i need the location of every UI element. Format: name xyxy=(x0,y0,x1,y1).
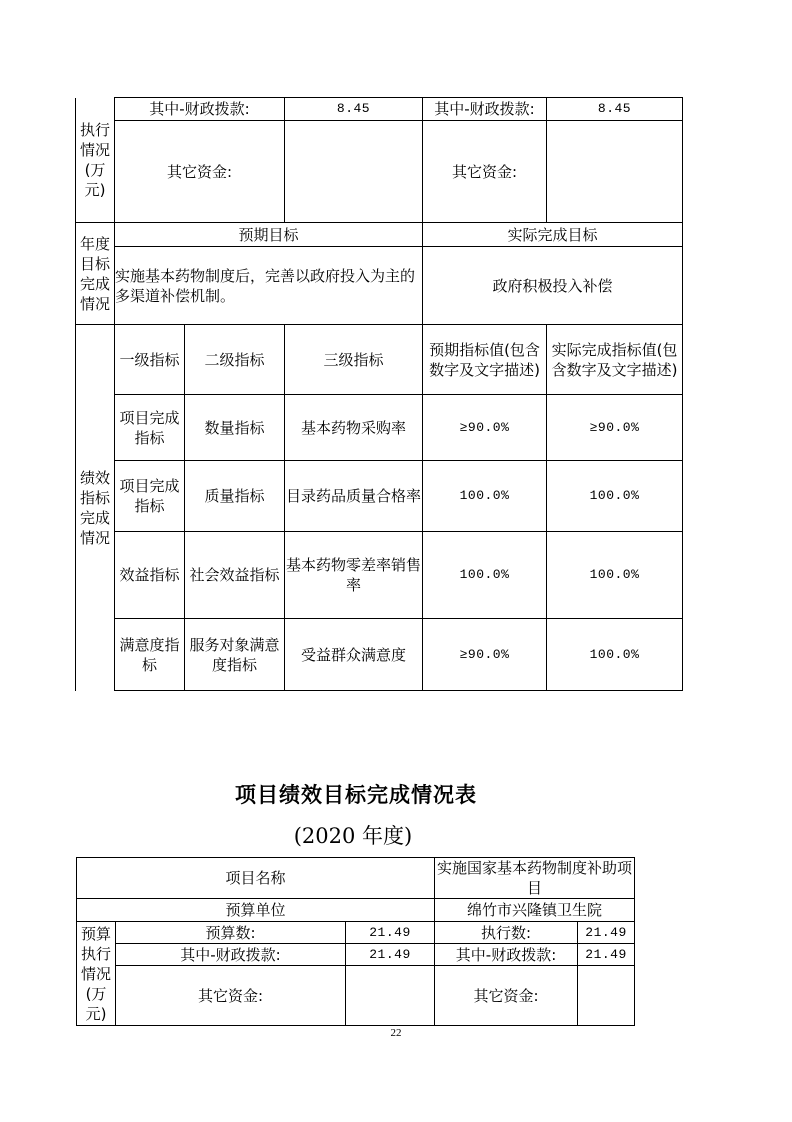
performance-label: 绩效指标完成情况 xyxy=(76,325,115,691)
other-funds-value-a-bottom xyxy=(346,966,435,1026)
row1-expected: ≥90.0% xyxy=(423,395,547,461)
row4-level3: 受益群众满意度 xyxy=(285,619,423,691)
row2-actual: 100.0% xyxy=(547,461,683,532)
page-subtitle: (2020 年度) xyxy=(293,824,413,848)
fiscal-value-b: 8.45 xyxy=(547,98,683,121)
bottom-budget-table xyxy=(76,857,635,1026)
table-row xyxy=(76,619,683,691)
fiscal-value-b-bottom: 21.49 xyxy=(578,944,635,966)
row1-level3: 基本药物采购率 xyxy=(285,395,423,461)
other-funds-value-b-bottom xyxy=(578,966,635,1026)
header-level3: 三级指标 xyxy=(285,325,423,395)
row3-expected: 100.0% xyxy=(423,532,547,619)
header-actual-value: 实际完成指标值(包含数字及文字描述) xyxy=(547,325,683,395)
header-level2: 二级指标 xyxy=(185,325,285,395)
executed-value: 21.49 xyxy=(578,922,635,944)
expected-goal-header: 预期目标 xyxy=(115,223,423,247)
fiscal-label-b-bottom: 其中-财政拨款: xyxy=(435,944,578,966)
fiscal-label-b: 其中-财政拨款: xyxy=(423,98,547,121)
project-name-label: 项目名称 xyxy=(77,858,435,899)
row4-level1: 满意度指标 xyxy=(115,619,185,691)
actual-goal-header: 实际完成目标 xyxy=(423,223,683,247)
annual-goal-label: 年度目标完成情况 xyxy=(76,223,115,325)
row4-actual: 100.0% xyxy=(547,619,683,691)
header-level1: 一级指标 xyxy=(115,325,185,395)
actual-goal-text: 政府积极投入补偿 xyxy=(423,247,683,325)
other-funds-label-b: 其它资金: xyxy=(423,121,547,223)
budget-value: 21.49 xyxy=(346,922,435,944)
budget-unit-value: 绵竹市兴隆镇卫生院 xyxy=(435,899,635,922)
table-row xyxy=(76,461,683,532)
budget-execution-label: 预算执行情况(万元) xyxy=(77,922,116,1026)
row2-level3: 目录药品质量合格率 xyxy=(285,461,423,532)
other-funds-value-b xyxy=(547,121,683,223)
row4-expected: ≥90.0% xyxy=(423,619,547,691)
fiscal-value-a: 8.45 xyxy=(285,98,423,121)
row1-actual: ≥90.0% xyxy=(547,395,683,461)
table-row xyxy=(76,532,683,619)
page-title: 项目绩效目标完成情况表 xyxy=(235,783,477,807)
fiscal-label-a-bottom: 其中-财政拨款: xyxy=(116,944,346,966)
other-funds-value-a xyxy=(285,121,423,223)
executed-label: 执行数: xyxy=(435,922,578,944)
row2-level2: 质量指标 xyxy=(185,461,285,532)
budget-label: 预算数: xyxy=(116,922,346,944)
execution-label: 执行情况(万元) xyxy=(76,98,115,223)
budget-unit-label: 预算单位 xyxy=(77,899,435,922)
row2-expected: 100.0% xyxy=(423,461,547,532)
row3-level2: 社会效益指标 xyxy=(185,532,285,619)
expected-goal-text: 实施基本药物制度后，完善以政府投入为主的多渠道补偿机制。 xyxy=(115,247,423,325)
row2-level1: 项目完成指标 xyxy=(115,461,185,532)
fiscal-value-a-bottom: 21.49 xyxy=(346,944,435,966)
page-number: 22 xyxy=(390,1027,402,1039)
row1-level2: 数量指标 xyxy=(185,395,285,461)
other-funds-label-a: 其它资金: xyxy=(115,121,285,223)
project-name-value: 实施国家基本药物制度补助项目 xyxy=(435,858,635,899)
row3-level1: 效益指标 xyxy=(115,532,185,619)
other-funds-label-b-bottom: 其它资金: xyxy=(435,966,578,1026)
row3-actual: 100.0% xyxy=(547,532,683,619)
row4-level2: 服务对象满意度指标 xyxy=(185,619,285,691)
fiscal-label-a: 其中-财政拨款: xyxy=(115,98,285,121)
row1-level1: 项目完成指标 xyxy=(115,395,185,461)
top-performance-table xyxy=(75,97,683,691)
header-expected-value: 预期指标值(包含数字及文字描述) xyxy=(423,325,547,395)
other-funds-label-a-bottom: 其它资金: xyxy=(116,966,346,1026)
row3-level3: 基本药物零差率销售率 xyxy=(285,532,423,619)
table-row xyxy=(76,395,683,461)
